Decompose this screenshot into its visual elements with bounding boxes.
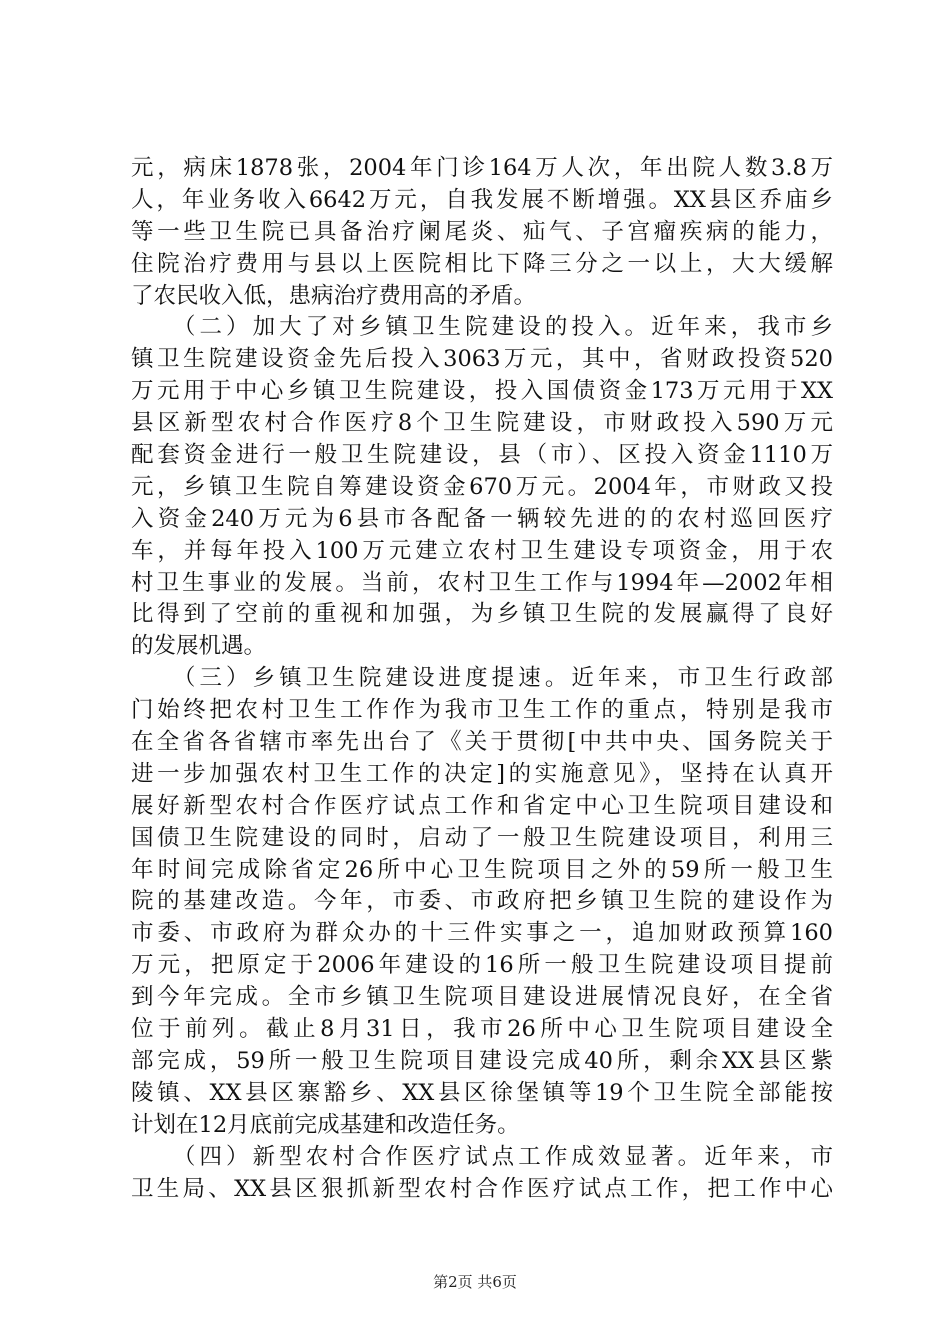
text-line: 卫生局、XX县区狠抓新型农村合作医疗试点工作，把工作中心 <box>131 1175 833 1202</box>
text-line: 人，年业务收入6642万元，自我发展不断增强。XX县区乔庙乡 <box>131 186 833 213</box>
text-line: 的发展机遇。 <box>131 633 267 660</box>
text-line: 万元，把原定于2006年建设的16所一般卫生院建设项目提前 <box>131 952 833 979</box>
text-line: 等一些卫生院已具备治疗阑尾炎、疝气、子宫瘤疾病的能力， <box>131 218 833 245</box>
text-line: 陵镇、XX县区寨豁乡、XX县区徐堡镇等19个卫生院全部能按 <box>131 1079 833 1106</box>
text-line: （四）新型农村合作医疗试点工作成效显著。近年来，市 <box>131 1143 833 1170</box>
document-body <box>131 153 833 1205</box>
text-line: 县区新型农村合作医疗8个卫生院建设，市财政投入590万元 <box>131 410 833 437</box>
text-line: 门始终把农村卫生工作作为我市卫生工作的重点，特别是我市 <box>131 697 833 724</box>
text-line: 比得到了空前的重视和加强，为乡镇卫生院的发展赢得了良好 <box>131 601 833 628</box>
text-line: 到今年完成。全市乡镇卫生院项目建设进展情况良好，在全省 <box>131 984 833 1011</box>
text-line: 万元用于中心乡镇卫生院建设，投入国债资金173万元用于XX <box>131 378 833 405</box>
text-line: 入资金240万元为6县市各配备一辆较先进的的农村巡回医疗 <box>131 505 833 532</box>
text-line: 住院治疗费用与县以上医院相比下降三分之一以上，大大缓解 <box>131 250 833 277</box>
text-line: 了农民收入低，患病治疗费用高的矛盾。 <box>131 282 537 309</box>
text-line: 元，病床1878张，2004年门诊164万人次，年出院人数3.8万 <box>131 155 833 181</box>
text-line: 进一步加强农村卫生工作的决定]的实施意见》，坚持在认真开 <box>131 760 833 787</box>
text-line: 元，乡镇卫生院自筹建设资金670万元。2004年，市财政又投 <box>131 473 833 500</box>
text-line: 部完成，59所一般卫生院项目建设完成40所，剩余XX县区紫 <box>131 1047 833 1074</box>
text-line: 配套资金进行一般卫生院建设，县（市）、区投入资金1110万 <box>131 442 833 469</box>
text-line: （二）加大了对乡镇卫生院建设的投入。近年来，我市乡 <box>131 314 833 341</box>
text-line: 村卫生事业的发展。当前，农村卫生工作与1994年—2002年相 <box>131 569 833 596</box>
text-line: 国债卫生院建设的同时，启动了一般卫生院建设项目，利用三 <box>131 824 833 851</box>
text-line: 位于前列。截止8月31日，我市26所中心卫生院项目建设全 <box>131 1016 833 1043</box>
text-line: 车，并每年投入100万元建立农村卫生建设专项资金，用于农 <box>131 537 833 564</box>
text-line: 市委、市政府为群众办的十三件实事之一，追加财政预算160 <box>131 920 833 947</box>
text-line: 在全省各省辖市率先出台了《关于贯彻[中共中央、国务院关于 <box>131 729 833 756</box>
text-line: 年时间完成除省定26所中心卫生院项目之外的59所一般卫生 <box>131 856 833 883</box>
page-footer: 第2页 共6页 <box>433 1273 517 1291</box>
text-line: 院的基建改造。今年，市委、市政府把乡镇卫生院的建设作为 <box>131 888 833 915</box>
text-line: 计划在12月底前完成基建和改造任务。 <box>131 1111 520 1138</box>
text-line: （三）乡镇卫生院建设进度提速。近年来，市卫生行政部 <box>131 665 833 692</box>
text-line: 镇卫生院建设资金先后投入3063万元，其中，省财政投资520 <box>131 346 833 373</box>
text-line: 展好新型农村合作医疗试点工作和省定中心卫生院项目建设和 <box>131 792 833 819</box>
